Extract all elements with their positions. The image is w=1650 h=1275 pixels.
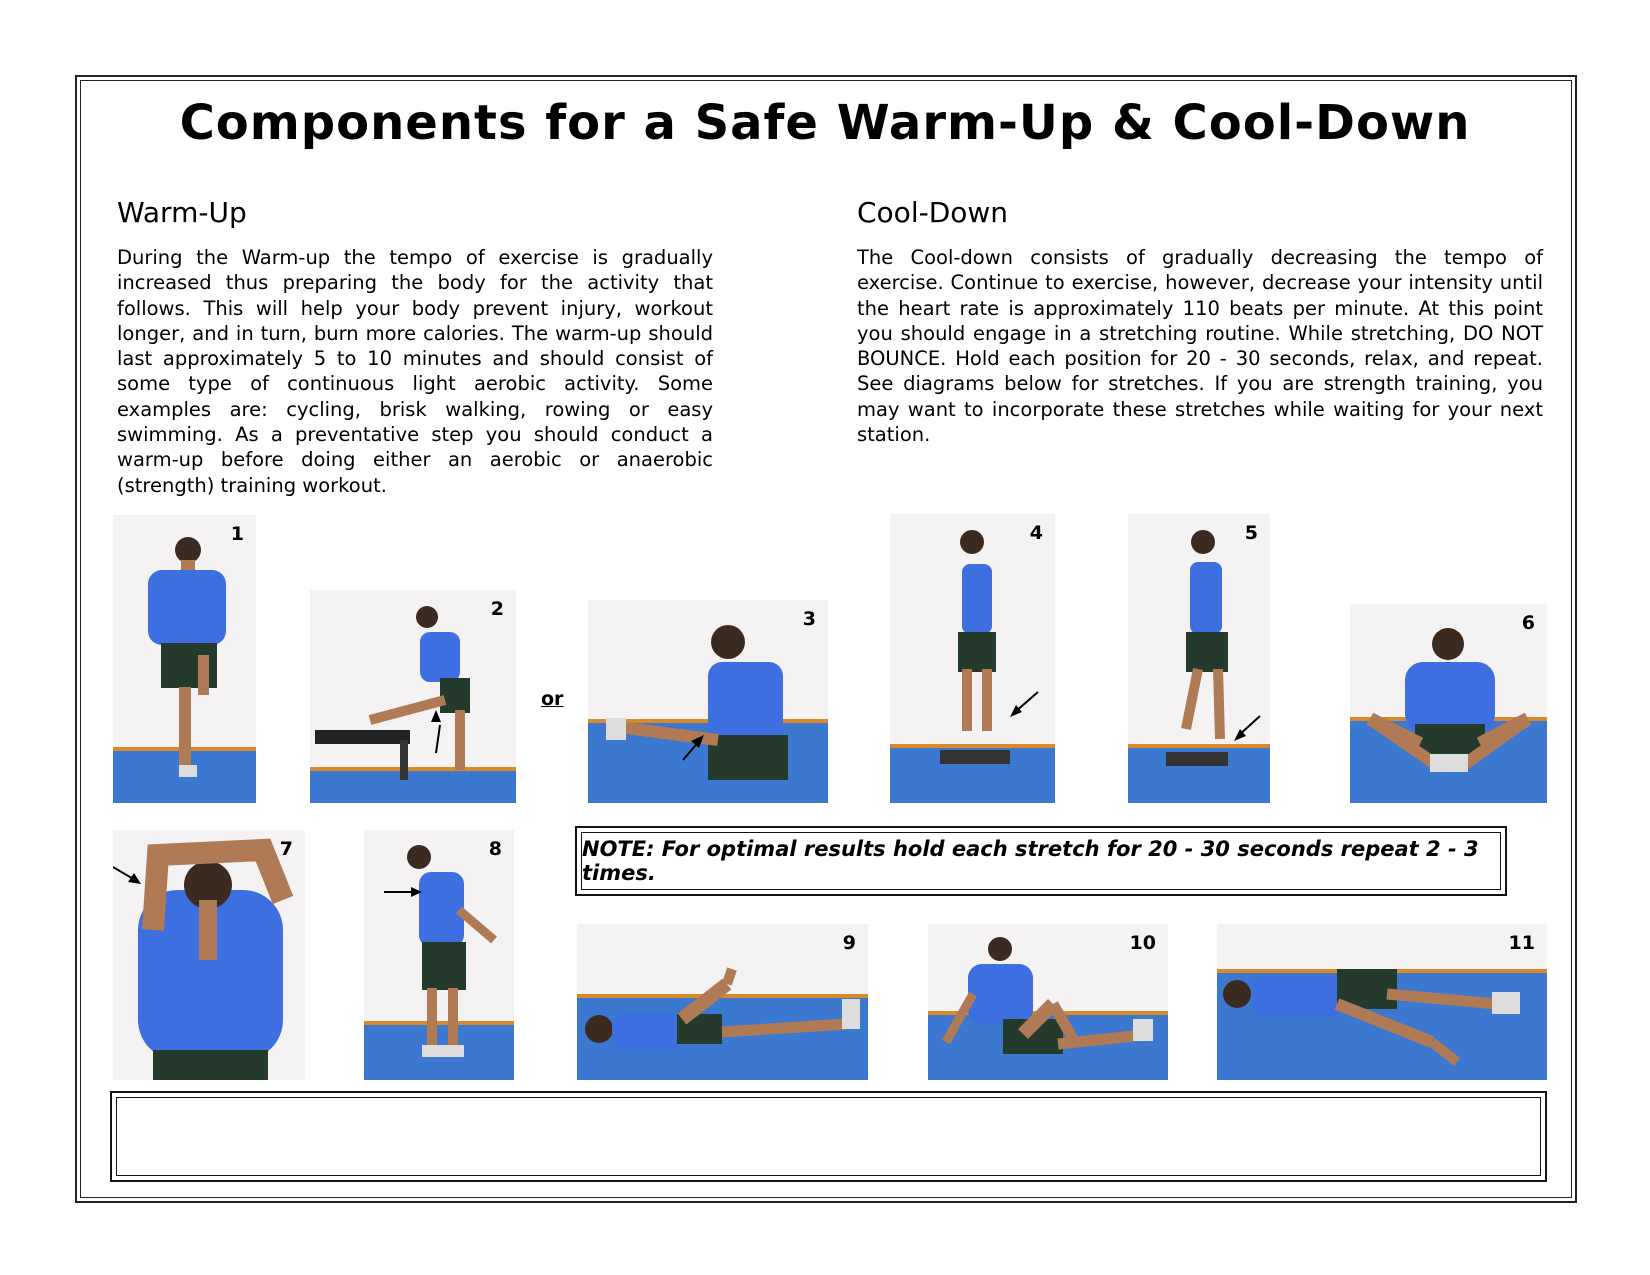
stretch-photo-9: [577, 924, 868, 1080]
stretch-photo-11: [1217, 924, 1547, 1080]
stretch-number-2: 2: [490, 598, 504, 620]
seated-hamstring-stretch-icon: [588, 600, 828, 803]
stretch-photo-5: [1128, 514, 1270, 803]
stretch-number-5: 5: [1244, 522, 1258, 544]
note-box: NOTE: For optimal results hold each stretch for 20 - 30 seconds repeat 2 - 3 times.: [581, 832, 1501, 890]
chest-stretch-icon: [364, 830, 514, 1080]
stretch-number-4: 4: [1029, 522, 1043, 544]
stretch-number-7: 7: [279, 838, 293, 860]
empty-box: [116, 1097, 1541, 1176]
stretch-photo-6: [1350, 604, 1547, 803]
stretch-number-10: 10: [1129, 932, 1156, 954]
step-calf-stretch-icon: [890, 514, 1055, 803]
stretch-number-9: 9: [842, 932, 856, 954]
cooldown-heading: Cool-Down: [857, 196, 1009, 229]
cooldown-text: The Cool-down consists of gradually decreasing the tempo of exercise. Continue to exercise, however, decrease your intensity until the heart rate is approximately 110 beats per minute. At this point you should engage in a stretching routine. While stretching, DO NOT BOUNCE. Hold each position for 20 - 30 seconds, relax, and repeat. See diagrams below for stretches. If you are strength training, you may want to incorporate these stretches while waiting for your next station.: [857, 246, 1543, 447]
step-calf-stretch-bent-knee-icon: [1128, 514, 1270, 803]
warmup-heading: Warm-Up: [117, 196, 247, 229]
stretch-photo-4: [890, 514, 1055, 803]
bench-hamstring-stretch-icon: [310, 590, 516, 803]
stretch-photo-2: [310, 590, 516, 803]
stretch-photo-8: [364, 830, 514, 1080]
lying-spinal-twist-icon: [1217, 924, 1547, 1080]
stretch-photo-7: [113, 830, 305, 1080]
page-title: Components for a Safe Warm-Up & Cool-Down: [179, 95, 1471, 151]
butterfly-groin-stretch-icon: [1350, 604, 1547, 803]
stretch-photo-10: [928, 924, 1168, 1080]
stretch-number-11: 11: [1508, 932, 1535, 954]
standing-quad-stretch-icon: [113, 515, 256, 803]
stretch-photo-3: [588, 600, 828, 803]
stretch-photo-1: [113, 515, 256, 803]
warmup-text: During the Warm-up the tempo of exercise is gradually increased thus preparing the body for the activity that follows. This will help your body prevent injury, workout longer, and in turn, burn more calories. The warm-up should last approximately 5 to 10 minutes and should consist of some type of continuous light aerobic activity. Some examples are: cycling, brisk walking, rowing or easy swimming. As a preventative step you should conduct a warm-up before doing either an aerobic or anaerobic (strength) training workout.: [117, 246, 713, 497]
stretch-number-6: 6: [1521, 612, 1535, 634]
stretch-number-3: 3: [802, 608, 816, 630]
overhead-triceps-stretch-icon: [113, 830, 305, 1080]
stretch-number-8: 8: [488, 838, 502, 860]
lying-hamstring-stretch-icon: [577, 924, 868, 1080]
or-label: or: [541, 688, 564, 710]
stretch-number-1: 1: [230, 523, 244, 545]
